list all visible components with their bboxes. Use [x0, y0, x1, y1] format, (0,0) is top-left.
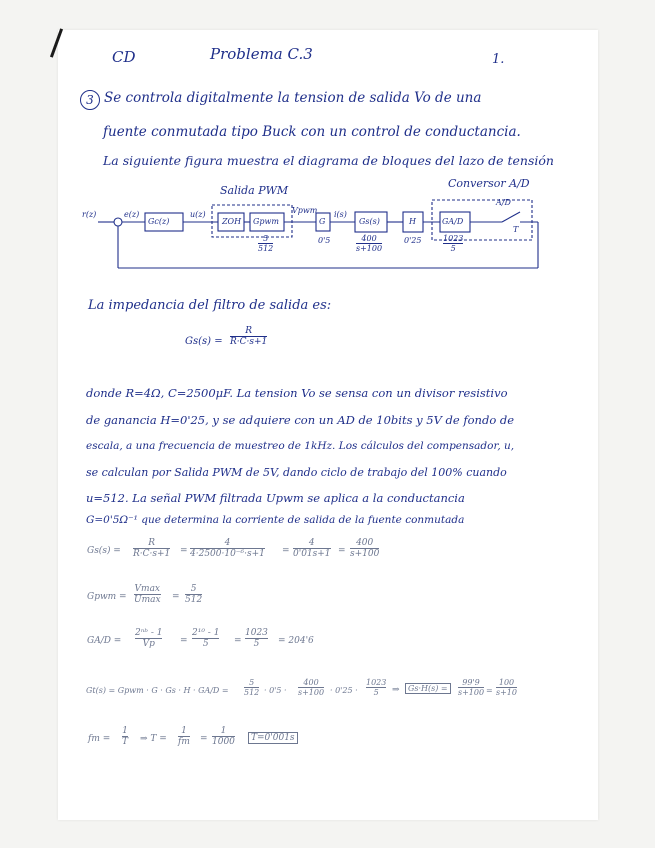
signal-vpwm: Vpwm — [292, 206, 318, 215]
body-line-5: u=512. La señal PWM filtrada Upwm se aplica a la conductancia — [86, 491, 465, 505]
gain-h: 0'25 — [404, 236, 422, 245]
header-course: CD — [112, 48, 136, 66]
intro-line-2: fuente conmutada tipo Buck con un control de conductancia. — [103, 124, 521, 140]
eq-gt-frac-2: $\frac{400}{s+100}$ — [298, 678, 325, 698]
block-h-label: H — [409, 217, 416, 226]
eq-ad-eq-2: = — [234, 636, 242, 646]
eq-fm-arrow: ⇒ T = — [140, 734, 167, 744]
eq-gt-mid-2: · 0'25 · — [330, 686, 358, 695]
eq-gt-result-lhs: Gs·H(s) = — [405, 683, 451, 694]
body-line-1: donde R=4Ω, C=2500μF. La tension Vo se sensa con un divisor resistivo — [86, 386, 508, 400]
eq-ad-result: = 204'6 — [278, 636, 314, 646]
eq-gs-lhs: Gs(s) = — [87, 546, 121, 556]
eq-gs-frac-4: $\frac{400}{s+100}$ — [350, 538, 380, 560]
eq-pwm-frac-2: $\frac{5}{512}$ — [185, 584, 203, 606]
signal-i: i(s) — [334, 210, 347, 219]
filter-fraction: $\frac{R}{R\cdot C\cdot s+1}$ — [230, 326, 268, 348]
block-zoh-label: ZOH — [222, 217, 242, 226]
eq-pwm-eq: = — [172, 592, 180, 602]
body-line-3: escala, a una frecuencia de muestreo de 1kHz. Los cálculos del compensador, u, — [86, 440, 515, 452]
signal-e: e(z) — [124, 210, 140, 219]
eq-gt-result-frac-2: $\frac{100}{s+10}$ — [496, 678, 517, 698]
signal-u: u(z) — [190, 210, 206, 219]
eq-ad-eq-1: = — [180, 636, 188, 646]
summing-junction — [114, 218, 122, 226]
eq-gt-frac-1: $\frac{5}{512}$ — [244, 678, 260, 698]
eq-fm-lhs: fm = — [88, 734, 111, 744]
eq-fm-eq: = — [200, 734, 208, 744]
header-problem: Problema C.3 — [210, 45, 313, 63]
conversor-label: Conversor A/D — [448, 177, 530, 190]
eq-gt-lhs: Gt(s) = Gpwm · G · Gs · H · GA/D = — [86, 686, 229, 695]
eq-fm-frac-3: $\frac{1}{1000}$ — [212, 726, 235, 748]
eq-ad-frac-1: $\frac{\text{2ⁿᵇ - 1}}{Vp}$ — [135, 628, 163, 650]
eq-gt-arrow: ⇒ — [392, 685, 400, 695]
eq-gs-eq-3: = — [338, 546, 346, 556]
eq-gt-result-eq: = — [486, 686, 493, 695]
sampler-switch — [502, 212, 520, 222]
eq-gs-frac-1: $\frac{R}{R\cdot C\cdot s+1}$ — [133, 538, 171, 560]
salida-pwm-label: Salida PWM — [220, 184, 289, 197]
signal-ad: A/D — [496, 198, 511, 207]
body-line-6: G=0'5Ω⁻¹ que determina la corriente de salida de la fuente conmutada — [86, 514, 465, 526]
block-gc-label: Gc(z) — [148, 217, 170, 226]
eq-fm-result: T=0'001s — [248, 732, 298, 744]
eq-gs-frac-2: $\frac{4}{\text{4·2500·10⁻⁶·s+1}}$ — [190, 538, 265, 560]
eq-gs-eq-1: = — [180, 546, 188, 556]
gain-pwm: $\frac{5}{512}$ — [258, 234, 274, 254]
block-gs-label: Gs(s) — [359, 217, 380, 226]
filter-lhs: Gs(s) = — [185, 336, 223, 347]
block-gpwm-label: Gpwm — [253, 217, 279, 226]
eq-fm-frac-1: $\frac{1}{T}$ — [122, 726, 129, 748]
signal-t: T — [513, 225, 519, 234]
gain-ad: $\frac{1023}{5}$ — [443, 234, 464, 254]
eq-gt-result-frac-1: $\frac{99'9}{s+100}$ — [458, 678, 485, 698]
eq-ad-lhs: GA/D = — [87, 636, 122, 646]
signal-r: r(z) — [82, 210, 97, 219]
eq-pwm-lhs: Gpwm = — [87, 592, 127, 602]
eq-gt-mid-1: · 0'5 · — [264, 686, 287, 695]
eq-ad-frac-3: $\frac{1023}{5}$ — [245, 628, 268, 650]
gain-gs: $\frac{400}{s+100}$ — [356, 234, 383, 254]
intro-line-1: Se controla digitalmente la tension de salida Vo de una — [104, 90, 482, 106]
gain-g: 0'5 — [318, 236, 331, 245]
block-g-label: G — [319, 217, 326, 226]
eq-fm-frac-2: $\frac{1}{fm}$ — [178, 726, 190, 748]
header-page-number: 1. — [492, 52, 505, 67]
eq-gs-eq-2: = — [282, 546, 290, 556]
eq-gs-frac-3: $\frac{4}{0'01s+1}$ — [293, 538, 331, 560]
eq-ad-frac-2: $\frac{\text{2¹⁰ - 1}}{5}$ — [192, 628, 220, 650]
problem-number-circle: 3 — [80, 90, 100, 110]
filter-text: La impedancia del filtro de salida es: — [88, 298, 332, 313]
eq-pwm-frac-1: Vmax Umax — [134, 584, 161, 606]
block-gad-label: GA/D — [442, 217, 464, 226]
body-line-2: de ganancia H=0'25, y se adquiere con un AD de 10bits y 5V de fondo de — [86, 413, 515, 427]
eq-gt-frac-3: $\frac{1023}{5}$ — [366, 678, 387, 698]
intro-line-3: La siguiente figura muestra el diagrama de bloques del lazo de tensión — [103, 153, 554, 168]
body-line-4: se calculan por Salida PWM de 5V, dando ciclo de trabajo del 100% cuando — [86, 466, 507, 479]
